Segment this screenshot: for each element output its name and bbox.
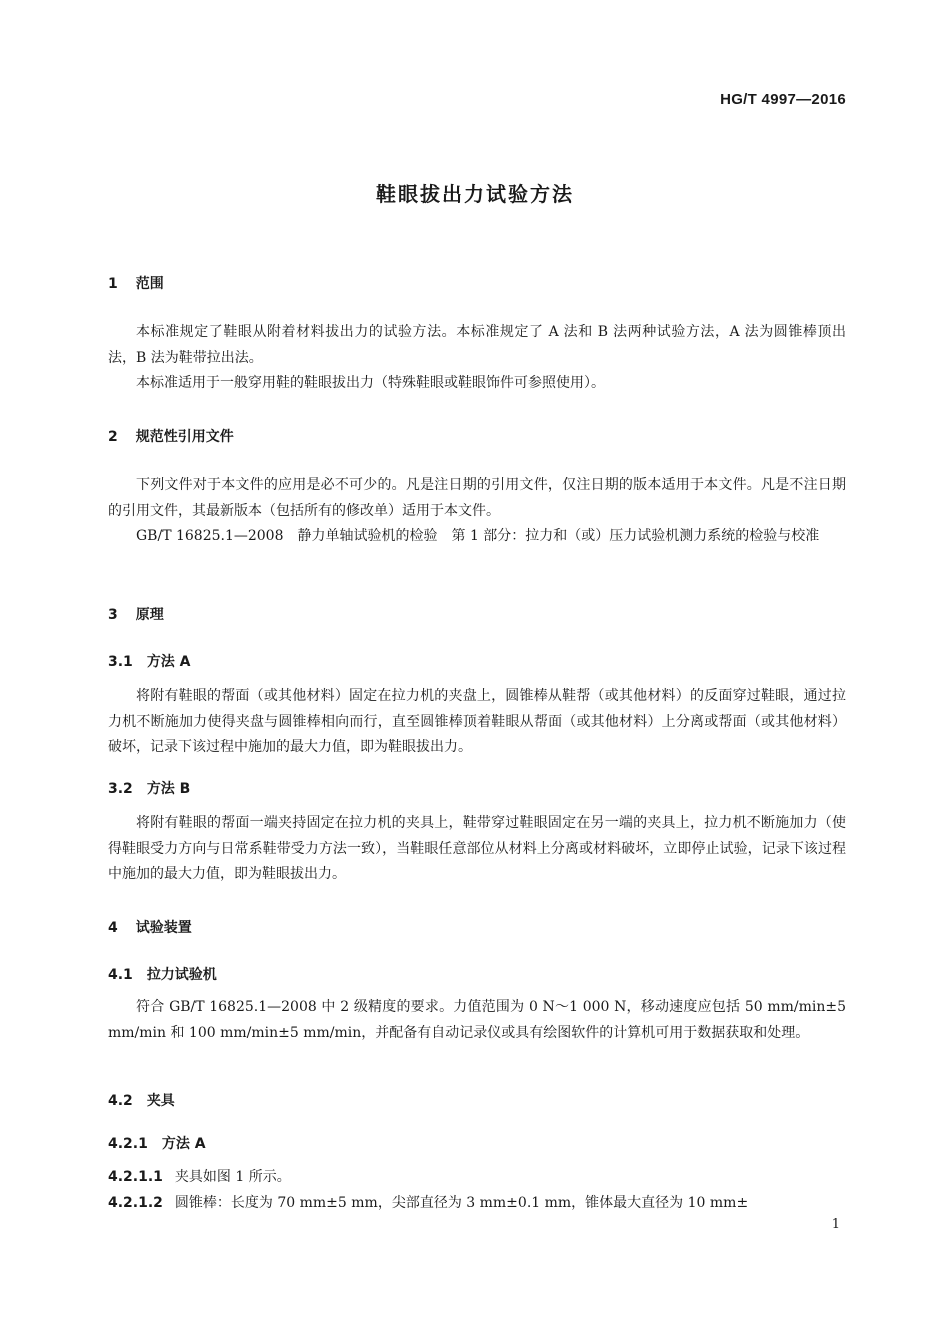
clause-text: 夹具如图 1 所示。 [174, 1169, 291, 1185]
section-heading-1 [108, 273, 164, 293]
references-paragraph: 下列文件对于本文件的应用是必不可少的。凡是注日期的引用文件，仅注日期的版本适用于本文件。凡是不注日期的引用文件，其最新版本（包括所有的修改单）适用于本文件。 [108, 477, 846, 519]
method-b-principle: 将附有鞋眼的帮面一端夹持固定在拉力机的夹具上，鞋带穿过鞋眼固定在另一端的夹具上，拉力机不断施加力（使得鞋眼受力方向与日常系鞋带受力方法一致），当鞋眼任意部位从材料上分离或材料破坏，立即停止试验，记录下该过程中施加的最大力值，即为鞋眼拔出力。 [108, 815, 846, 882]
clause-4-2-1-2 [108, 1191, 846, 1217]
section-heading-2 [108, 426, 234, 446]
page-title: 鞋眼拔出力试验方法 [376, 182, 574, 206]
section-label: 夹具 [146, 1093, 175, 1109]
section-label: 范围 [135, 276, 164, 292]
section-number: 4.1 [108, 967, 133, 983]
section-label: 拉力试验机 [146, 967, 217, 983]
section-number: 4.2 [108, 1093, 133, 1109]
section-number: 3.2 [108, 781, 133, 797]
subsection-heading-4-1 [108, 964, 217, 984]
page-number: 1 [831, 1217, 840, 1232]
subsection-heading-4-2-1 [108, 1133, 206, 1153]
section-label: 原理 [135, 607, 164, 623]
subsection-heading-4-2 [108, 1090, 175, 1110]
tensile-machine-paragraph: 符合 GB/T 16825.1—2008 中 2 级精度的要求。力值范围为 0 N～1 000 N，移动速度应包括 50 mm/min±5 mm/min 和 100 mm/min±5 mm/min，并配备有自动记录仪或具有绘图软件的计算机可用于数据获取和处理。 [108, 999, 846, 1041]
section-label: 方法 B [146, 781, 191, 797]
section-number: 2 [108, 429, 118, 445]
section-number: 3.1 [108, 654, 133, 670]
scope-paragraph-1: 本标准规定了鞋眼从附着材料拔出力的试验方法。本标准规定了 A 法和 B 法两种试验方法，A 法为圆锥棒顶出法，B 法为鞋带拉出法。 [108, 324, 846, 366]
section-number: 4.2.1 [108, 1136, 148, 1152]
section-label: 方法 A [161, 1136, 206, 1152]
subsection-heading-3-1 [108, 651, 191, 671]
section-heading-3 [108, 604, 164, 624]
section-number: 3 [108, 607, 118, 623]
clause-number: 4.2.1.2 [108, 1195, 163, 1211]
section-number: 4 [108, 920, 118, 936]
section-label: 方法 A [146, 654, 191, 670]
clause-text: 圆锥棒：长度为 70 mm±5 mm，尖部直径为 3 mm±0.1 mm，锥体最大直径为 10 mm± [174, 1195, 749, 1211]
reference-item: GB/T 16825.1—2008 静力单轴试验机的检验 第 1 部分：拉力和（或）压力试验机测力系统的检验与校准 [136, 528, 820, 544]
scope-paragraph-2: 本标准适用于一般穿用鞋的鞋眼拔出力（特殊鞋眼或鞋眼饰件可参照使用）。 [136, 375, 605, 391]
section-heading-4 [108, 917, 192, 937]
section-number: 1 [108, 276, 118, 292]
section-label: 试验装置 [135, 920, 192, 936]
clause-number: 4.2.1.1 [108, 1169, 163, 1185]
subsection-heading-3-2 [108, 778, 190, 798]
clause-4-2-1-1 [108, 1165, 846, 1191]
standard-code: HG/T 4997—2016 [720, 91, 846, 108]
section-label: 规范性引用文件 [135, 429, 234, 445]
method-a-principle: 将附有鞋眼的帮面（或其他材料）固定在拉力机的夹盘上，圆锥棒从鞋帮（或其他材料）的反面穿过鞋眼，通过拉力机不断施加力使得夹盘与圆锥棒相向而行，直至圆锥棒顶着鞋眼从帮面（或其他材料）上分离或帮面（或其他材料）破坏，记录下该过程中施加的最大力值，即为鞋眼拔出力。 [108, 688, 846, 755]
